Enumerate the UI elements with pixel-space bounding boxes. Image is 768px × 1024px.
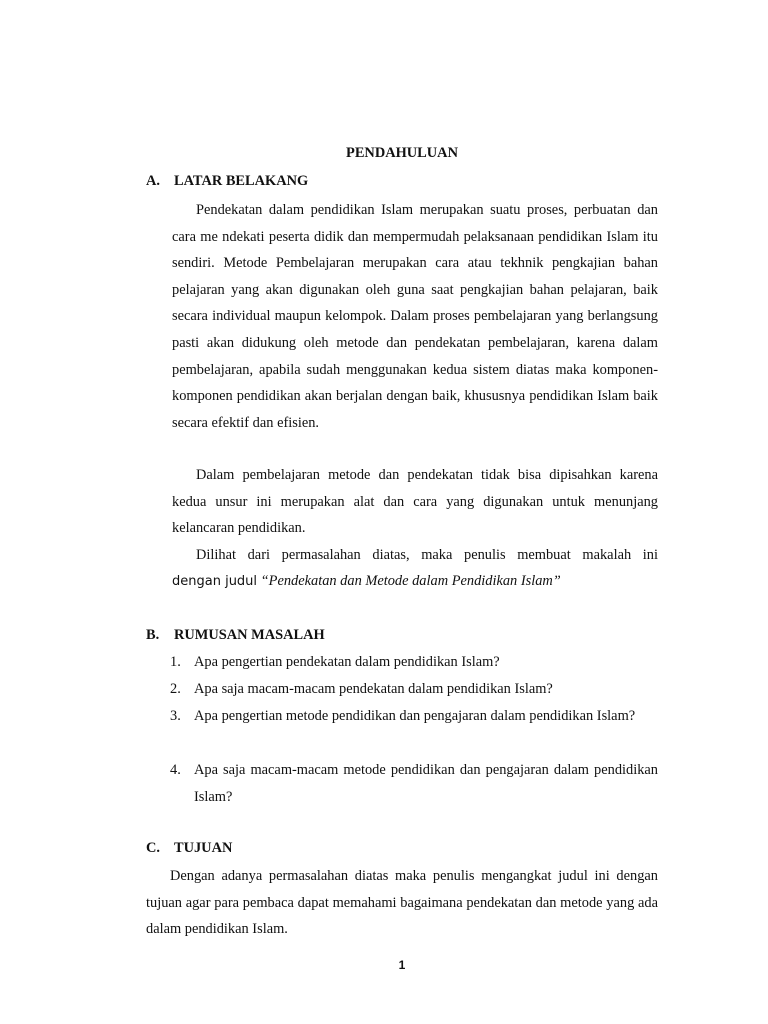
list-number: 1.: [170, 654, 181, 670]
section-a-heading: [146, 173, 308, 190]
list-item: [170, 757, 658, 810]
list-number: 2.: [170, 681, 181, 697]
section-c-title: TUJUAN: [174, 840, 233, 856]
section-b-letter: B.: [146, 627, 160, 643]
paragraph-3-prefix: dengan judul: [172, 574, 258, 589]
list-text: Apa pengertian pendekatan dalam pendidikan Islam?: [194, 654, 500, 670]
latar-belakang-paragraph-3: [172, 542, 658, 569]
latar-belakang-paragraph-2: Dalam pembelajaran metode dan pendekatan tidak bisa dipisahkan karena kedua unsur ini merupakan alat dan cara yang digunakan untuk menunjang kelancaran pendidikan.: [172, 467, 658, 537]
page-number: 1: [398, 958, 406, 972]
latar-belakang-paragraph-1: Pendekatan dalam pendidikan Islam merupakan suatu proses, perbuatan dan cara me ndekati peserta didik dan mempermudah pelaksanaan pendidikan Islam itu sendiri. Metode Pembelajaran merupakan cara atau tekhnik pengkajian bahan pelajaran yang akan digunakan oleh guna saat pengkajian bahan pelajaran, baik secara individual maupun kelompok. Dalam proses pembelajaran yang berlangsung pasti akan didukung oleh metode dan pendekatan pembelajaran, karena dalam pembelajaran, apabila sudah menggunakan kedua sistem diatas maka komponen-komponen pendidikan akan berjalan dengan baik, khususnya pendidikan Islam baik secara efektif dan efisien.: [172, 202, 658, 431]
list-text: Apa saja macam-macam metode pendidikan dan pengajaran dalam pendidikan Islam?: [194, 762, 658, 805]
paragraph-3-start: Dilihat dari permasalahan diatas, maka penulis membuat makalah ini: [196, 547, 658, 563]
paper-title-quote: “Pendekatan dan Metode dalam Pendidikan Islam”: [260, 573, 561, 589]
list-number: 3.: [170, 708, 181, 724]
page-title: PENDAHULUAN: [346, 145, 458, 161]
tujuan-paragraph: Dengan adanya permasalahan diatas maka penulis mengangkat judul ini dengan tujuan agar para pembaca dapat memahami bagaimana pendekatan dan metode yang ada dalam pendidikan Islam.: [146, 868, 658, 938]
list-item: [170, 649, 658, 676]
section-a-letter: A.: [146, 173, 160, 189]
list-text: Apa pengertian metode pendidikan dan pengajaran dalam pendidikan Islam?: [194, 708, 636, 724]
section-c-heading: [146, 840, 232, 857]
list-text: Apa saja macam-macam pendekatan dalam pendidikan Islam?: [194, 681, 553, 697]
list-item: [170, 703, 658, 730]
list-number: 4.: [170, 762, 181, 778]
section-c-letter: C.: [146, 840, 160, 856]
paragraph-3-continued: [172, 568, 658, 596]
list-item: [170, 676, 658, 703]
section-b-heading: [146, 627, 325, 644]
section-a-title: LATAR BELAKANG: [174, 173, 309, 189]
section-b-title: RUMUSAN MASALAH: [174, 627, 325, 643]
